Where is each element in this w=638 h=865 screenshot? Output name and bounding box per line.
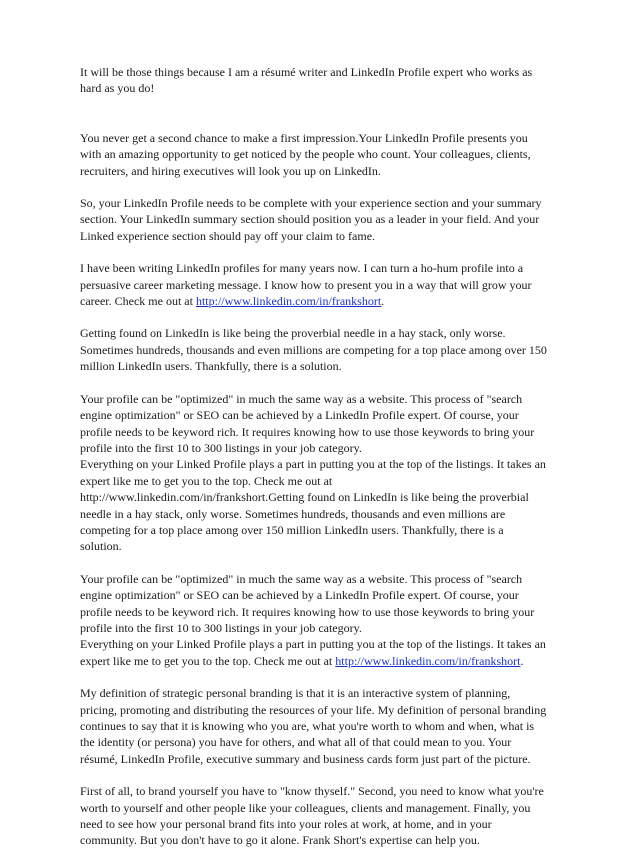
text-line: engine optimization" or SEO can be achieved by a LinkedIn Profile expert. Of course, your [80, 588, 519, 603]
paragraph-intro [80, 64, 564, 97]
text-line: So, your LinkedIn Profile needs to be complete with your experience section and your summary [80, 196, 542, 211]
text-line: competing for a top place among over 150 million LinkedIn users. Thankfully, there is a [80, 522, 504, 537]
paragraph-getting-found [80, 325, 564, 374]
text-line: continues to say that it is knowing who you are, what you're worth to whom and when, what is [80, 719, 535, 733]
text-line: million LinkedIn users. Thankfully, there is a solution. [80, 359, 342, 374]
text-line: Linked experience section should pay off your claim to fame. [80, 228, 376, 243]
text-line: community. But you don't have to go it alone. Frank Short's expertise can help you. [80, 833, 480, 848]
text-line: solution. [80, 539, 122, 554]
text-line: pricing, promoting and distributing the resources of your life. My definition of personal branding [80, 702, 547, 717]
text-line: Getting found on LinkedIn is like being the proverbial needle in a hay stack, only worse. [80, 326, 506, 341]
text-line: Sometimes hundreds, thousands and even millions are competing for a top place among over 150 [80, 342, 547, 357]
text-segment: career. Check me out at [80, 294, 196, 309]
text-line: profile needs to be keyword rich. It requires knowing how to use those keywords to bring your [80, 424, 535, 439]
text-line: profile needs to be keyword rich. It requires knowing how to use those keywords to bring your [80, 604, 535, 619]
text-line: Your profile can be "optimized" in much the same way as a website. This process of "search [80, 391, 523, 406]
text-line: profile into the first 10 to 300 listings in your job category. [80, 440, 362, 455]
text-line: profile into the first 10 to 300 listings in your job category. [80, 620, 362, 635]
text-line: worth to yourself and other people like your colleagues, clients and management. Finally, you [80, 800, 531, 815]
paragraph-writing-profiles [80, 260, 564, 309]
text-line: You never get a second chance to make a first impression.Your LinkedIn Profile presents you [80, 130, 528, 145]
paragraph-optimized-1 [80, 391, 564, 555]
text-line: Everything on your Linked Profile plays a part in putting you at the top of the listings. It takes an [80, 637, 546, 652]
text-line: engine optimization" or SEO can be achieved by a LinkedIn Profile expert. Of course, your [80, 408, 519, 423]
text-line: recruiters, and hiring executives will look you up on LinkedIn. [80, 163, 381, 178]
paragraph-optimized-2 [80, 571, 564, 669]
text-line-with-link [80, 293, 564, 309]
paragraph-know-thyself [80, 783, 564, 849]
document-page [80, 64, 564, 865]
text-line: the identity (or persona) you have for others, and what all of that could mean to you. Your [80, 735, 512, 750]
paragraph-personal-branding [80, 685, 564, 767]
text-line: hard as you do! [80, 81, 155, 96]
text-line: persuasive career marketing message. I know how to present you in a way that will grow your [80, 277, 532, 292]
text-segment: . [381, 294, 385, 309]
text-line: with an amazing opportunity to get noticed by the people who count. Your colleagues, clients, [80, 147, 531, 162]
text-line: Everything on your Linked Profile plays a part in putting you at the top of the listings. It takes an [80, 457, 546, 472]
text-line: I have been writing LinkedIn profiles for many years now. I can turn a ho-hum profile into a [80, 261, 524, 276]
paragraph-profile-complete [80, 195, 564, 244]
text-line: résumé, LinkedIn Profile, executive summary and business cards form just part of the picture. [80, 751, 531, 766]
text-line-with-link [80, 653, 564, 669]
text-segment: . [520, 653, 524, 668]
linkedin-profile-link[interactable]: http://www.linkedin.com/in/frankshort [195, 294, 382, 309]
text-line: First of all, to brand yourself you have to "know thyself." Second, you need to know what you're [80, 784, 544, 799]
paragraph-first-impression [80, 130, 564, 179]
text-line: http://www.linkedin.com/in/frankshort.Getting found on LinkedIn is like being the proverbial [80, 490, 529, 505]
text-line: need to see how your personal brand fits into your roles at work, at home, and in your [80, 817, 492, 832]
linkedin-profile-link[interactable]: http://www.linkedin.com/in/frankshort [335, 653, 521, 668]
text-line: needle in a hay stack, only worse. Sometimes hundreds, thousands and even millions are [80, 506, 506, 521]
text-line: section. Your LinkedIn summary section should position you as a leader in your field. And your [80, 212, 540, 227]
text-segment: expert like me to get you to the top. Check me out at [80, 653, 336, 668]
text-line: Your profile can be "optimized" in much the same way as a website. This process of "search [80, 571, 523, 586]
text-line: It will be those things because I am a résumé writer and LinkedIn Profile expert who works as [80, 65, 533, 79]
text-line: My definition of strategic personal branding is that it is an interactive system of planning, [80, 686, 511, 701]
text-line: expert like me to get you to the top. Check me out at [80, 473, 333, 488]
